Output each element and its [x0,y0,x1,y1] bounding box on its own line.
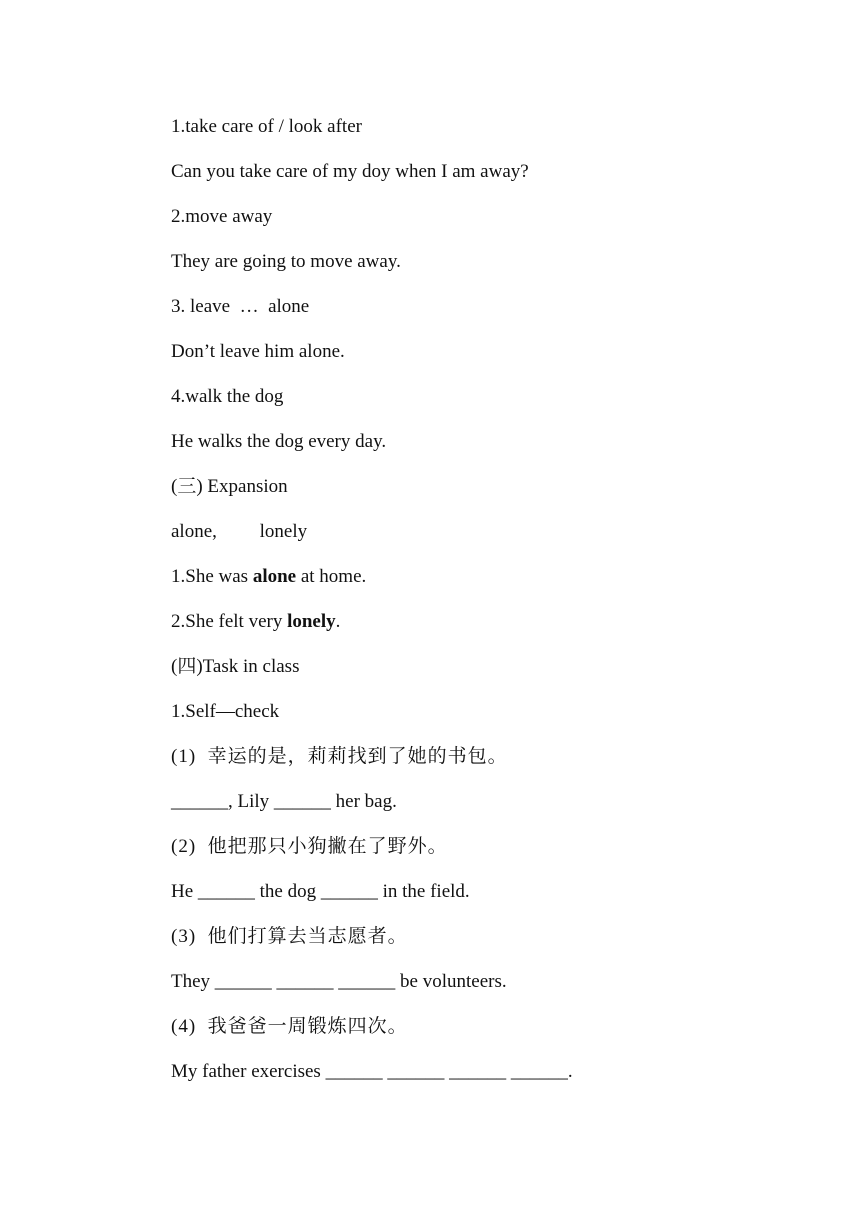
self-check-heading: 1.Self—check [171,701,280,722]
question-2-blank-sentence: He ______ the dog ______ in the field. [171,881,470,902]
phrase-2-heading: 2.move away [171,206,273,227]
question-1-prompt: (1) 幸运的是，莉莉找到了她的书包。 [171,746,508,767]
question-2-prompt: (2) 他把那只小狗撇在了野外。 [171,836,448,857]
phrase-3-heading: 3. leave … alone [171,296,310,317]
phrase-1-example: Can you take care of my doy when I am away? [171,161,529,182]
task-heading: (四)Task in class [171,656,300,677]
example-2-bold-word: lonely [287,611,336,632]
phrase-1-heading: 1.take care of / look after [171,116,362,137]
expansion-words: alone, lonely [171,521,308,542]
question-3-blank-sentence: They ______ ______ ______ be volunteers. [171,971,507,992]
example-1-prefix: 1.She was [171,566,253,587]
question-1-blank-sentence: ______, Lily ______ her bag. [171,791,397,812]
example-2-suffix: . [335,611,341,632]
question-4-blank-sentence: My father exercises ______ ______ ______ ______. [171,1061,573,1082]
expansion-example-2 [171,608,771,653]
example-2-prefix: 2.She felt very [171,611,288,632]
expansion-example-1 [171,563,771,608]
phrase-3-example: Don’t leave him alone. [171,341,345,362]
document-body [171,113,771,1103]
phrase-2-example: They are going to move away. [171,251,401,272]
phrase-4-heading: 4.walk the dog [171,386,284,407]
expansion-heading: (三) Expansion [171,476,288,497]
example-1-suffix: at home. [296,566,367,587]
question-4-prompt: (4) 我爸爸一周锻炼四次。 [171,1016,408,1037]
question-3-prompt: (3) 他们打算去当志愿者。 [171,926,408,947]
phrase-4-example: He walks the dog every day. [171,431,387,452]
example-1-bold-word: alone [252,566,297,587]
